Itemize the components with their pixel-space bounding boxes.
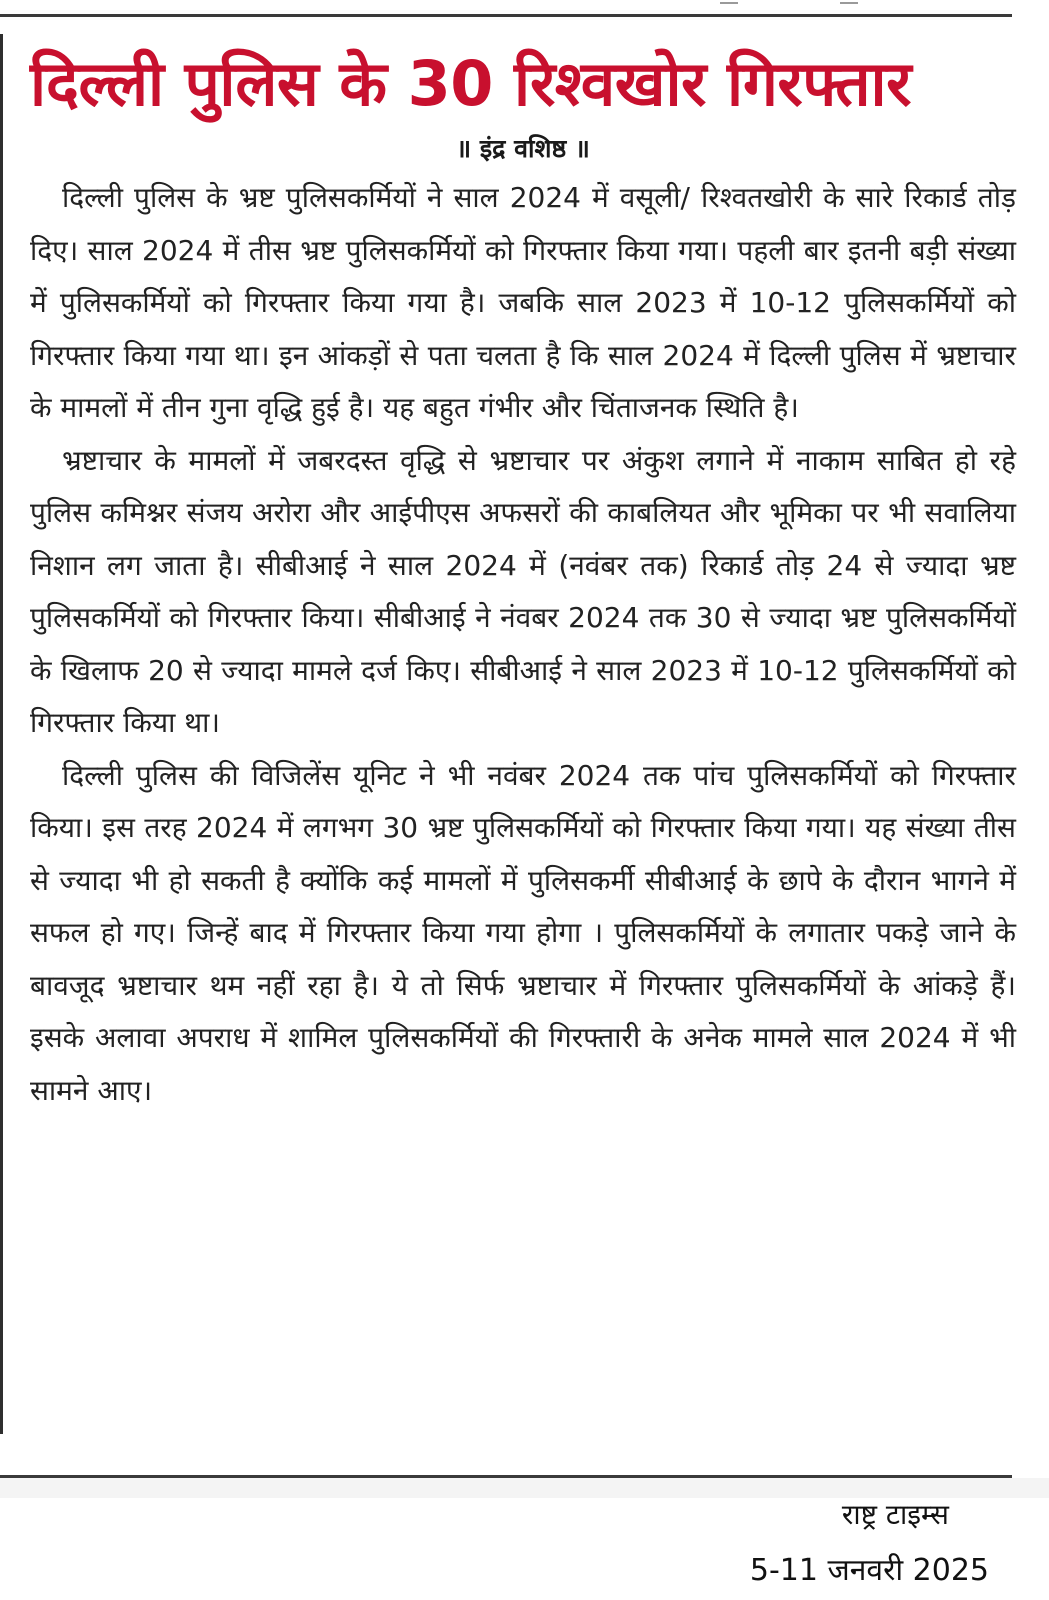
publication-name: राष्ट्र टाइम्स [841,1498,949,1531]
publication-date: 5-11 जनवरी 2025 [749,1553,989,1588]
paragraph-1: दिल्ली पुलिस के भ्रष्ट पुलिसकर्मियों ने साल 2024 में वसूली/ रिश्वतखोरी के सारे रिकार्ड तोड़ दिए। साल 2024 में तीस भ्रष्ट पुलिसकर्मियों को गिरफ्तार किया गया। पहली बार इतनी बड़ी संख्या में पुलिसकर्मियों को गिरफ्तार किया गया है। जबकि साल 2023 में 10-12 पुलिसकर्मियों को गिरफ्तार किया गया था। इन आंकड़ों से पता चलता है कि साल 2024 में दिल्ली पुलिस में भ्रष्टाचार के मामलों में तीन गुना वृद्धि हुई है। यह बहुत गंभीर और चिंताजनक स्थिति है। [30,181,1016,424]
article-body [30,172,1016,1117]
left-column-rule [0,34,3,1434]
paragraph-3: दिल्ली पुलिस की विजिलेंस यूनिट ने भी नवंबर 2024 तक पांच पुलिसकर्मियों को गिरफ्तार किया। इस तरह 2024 में लगभग 30 भ्रष्ट पुलिसकर्मियों को गिरफ्तार किया गया। यह संख्या तीस से ज्यादा भी हो सकती है क्योंकि कई मामलों में पुलिसकर्मी सीबीआई के छापे के दौरान भागने में सफल हो गए। जिन्हें बाद में गिरफ्तार किया गया होगा । पुलिसकर्मियों के लगातार पकड़े जाने के बावजूद भ्रष्टाचार थम नहीं रहा है। ये तो सिर्फ भ्रष्टाचार में गिरफ्तार पुलिसकर्मियों के आंकड़े हैं। इसके अलावा अपराध में शामिल पुलिसकर्मियों की गिरफ्तारी के अनेक मामले साल 2024 में भी सामने आए। [30,758,1016,1107]
headline: दिल्ली पुलिस के 30 रिश्वखोर गिरफ्तार [30,47,911,120]
source-credit [689,1495,989,1593]
top-rule [0,14,1012,17]
paragraph-2: भ्रष्टाचार के मामलों में जबरदस्त वृद्धि से भ्रष्टाचार पर अंकुश लगाने में नाकाम साबित हो रहे पुलिस कमिश्नर संजय अरोरा और आईपीएस अफसरों की काबलियत और भूमिका पर भी सवालिया निशान लग जाता है। सीबीआई ने साल 2024 में (नवंबर तक) रिकार्ड तोड़ 24 से ज्यादा भ्रष्ट पुलिसकर्मियों को गिरफ्तार किया। सीबीआई ने नंवबर 2024 तक 30 से ज्यादा भ्रष्ट पुलिसकर्मियों के खिलाफ 20 से ज्यादा मामले दर्ज किए। सीबीआई ने साल 2023 में 10-12 पुलिसकर्मियों को गिरफ्तार किया था। [30,443,1016,739]
news-article [30,36,1016,1472]
scan-artifact-marks [720,0,880,8]
byline: ॥ इंद्र वशिष्ठ ॥ [456,134,590,163]
